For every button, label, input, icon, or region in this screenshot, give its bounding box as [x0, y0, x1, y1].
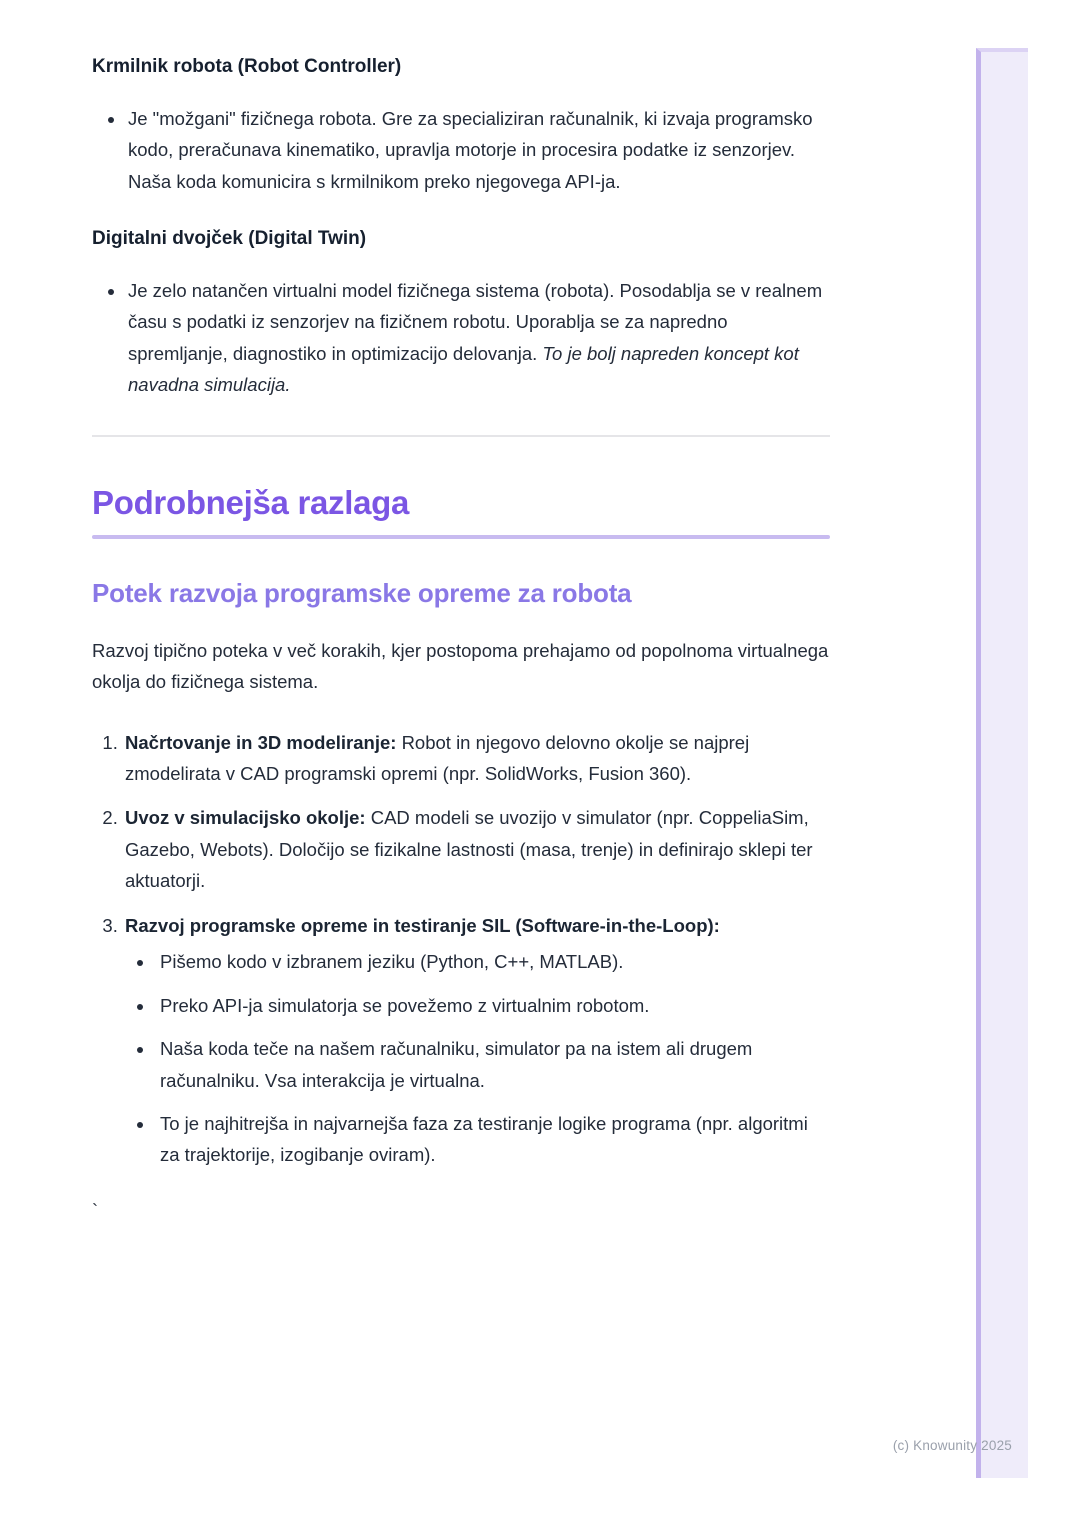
bullet-text: Naša koda teče na našem računalniku, simulator pa na istem ali drugem računalniku. Vsa interakcija je virtualna. — [160, 1038, 753, 1091]
sil-bullet-list — [125, 946, 830, 1171]
step-lead: Uvoz v simulacijsko okolje: — [125, 807, 366, 829]
section-heading-robot-controller: Krmilnik robota (Robot Controller) — [92, 56, 402, 77]
step-item — [123, 727, 830, 790]
development-steps-list — [92, 727, 830, 1171]
digital-twin-bullet-list — [92, 275, 830, 401]
intro-paragraph: Razvoj tipično poteka v več korakih, kjer postopoma prehajamo od popolnoma virtualnega okolja do fizičnega sistema. — [92, 639, 829, 693]
step-lead: Načrtovanje in 3D modeliranje: — [125, 731, 397, 753]
bullet-text: To je najhitrejša in najvarnejša faza za testiranje logike programa (npr. algoritmi za trajektorije, izogibanje oviram). — [160, 1112, 808, 1166]
step-text: Robot in njegovo delovno okolje se najprej zmodelirata v CAD programski opremi (npr. SolidWorks, Fusion 360). — [125, 731, 750, 784]
footer-copyright: (c) Knowunity 2025 — [892, 1438, 1012, 1453]
list-item — [126, 275, 830, 401]
step-item — [123, 910, 830, 1171]
bullet-text: Preko API-ja simulatorja se povežemo z virtualnim robotom. — [160, 994, 650, 1016]
step-text: CAD modeli se uvozijo v simulator (npr. CoppeliaSim, Gazebo, Webots). Določijo se fizikalne lastnosti (masa, trenje) in definirajo sklepi ter aktuatorji. — [125, 807, 813, 892]
step-item — [123, 802, 830, 896]
title-underline — [92, 535, 830, 539]
stray-backtick-character: ` — [92, 1199, 99, 1221]
list-item — [155, 1108, 830, 1171]
list-item — [155, 1033, 830, 1096]
subsection-title: Potek razvoja programske opreme za robota — [92, 577, 632, 608]
list-item — [126, 103, 830, 197]
step-lead: Razvoj programske opreme in testiranje SIL (Software-in-the-Loop): — [125, 914, 720, 936]
list-item — [155, 990, 830, 1021]
robot-controller-bullet-list — [92, 103, 830, 197]
bullet-text-italic: To je bolj napreden koncept kot navadna simulacija. — [128, 342, 799, 396]
bullet-text: Je zelo natančen virtualni model fizičnega sistema (robota). Posodablja se v realnem času s podatki iz senzorjev na fizičnem robotu. Uporablja se za napredno spremljanje, diagnostiko in optimizacijo delovanja. — [128, 279, 823, 364]
page-title: Podrobnejša razlaga — [92, 483, 410, 521]
section-divider — [92, 435, 830, 437]
list-item — [155, 946, 830, 977]
next-page-edge-strip — [976, 48, 1028, 1478]
section-heading-digital-twin: Digitalni dvojček (Digital Twin) — [92, 228, 367, 250]
bullet-text: Je "možgani" fizičnega robota. Gre za specializiran računalnik, ki izvaja programsko kodo, preračunava kinematiko, upravlja motorje in procesira podatke iz senzorjev. Naša koda komunicira s krmilnikom preko njegovega API-ja. — [128, 107, 813, 192]
bullet-text: Pišemo kodo v izbranem jeziku (Python, C++, MATLAB). — [160, 951, 624, 973]
document-content — [92, 55, 830, 1226]
